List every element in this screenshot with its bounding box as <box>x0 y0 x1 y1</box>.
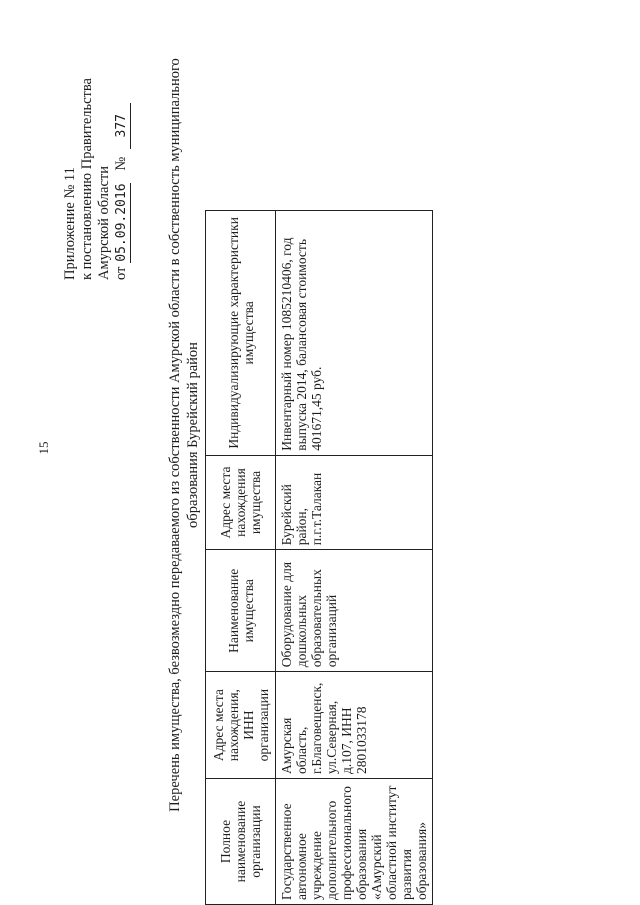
header-org-name: Полное наименование организации <box>206 779 276 905</box>
header-property-address: Адрес места нахождения имущества <box>206 455 276 550</box>
property-table <box>205 210 433 905</box>
title-line-1: Перечень имущества, безвозмездно передаваемого из собственности Амурской области в собственность муниципального <box>167 58 183 812</box>
appendix-line-2: к постановлению Правительства <box>79 78 95 280</box>
appendix-line-1: Приложение № 11 <box>62 167 78 280</box>
header-property-name: Наименование имущества <box>206 550 276 672</box>
decree-date: 05.09.2016 <box>114 183 129 262</box>
document-title <box>166 5 202 865</box>
page-number: 15 <box>36 441 51 455</box>
header-org-address: Адрес места нахождения, ИНН организации <box>206 672 276 779</box>
decree-number: 377 <box>113 103 131 149</box>
table-header-row <box>206 211 276 905</box>
table-row <box>276 211 433 905</box>
cell-org-address: Амурская область, г.Благовещенск, ул.Северная, д.107, ИНН 2801033178 <box>276 672 433 779</box>
number-sign: № <box>113 156 129 171</box>
date-prefix: от <box>113 266 129 280</box>
appendix-header <box>62 20 131 280</box>
appendix-line-3: Амурской области <box>96 166 112 280</box>
appendix-date-line <box>113 20 131 280</box>
cell-property-characteristics: Инвентарный номер 1085210406, год выпуска 2014, балансовая стоимость 401671,45 руб. <box>276 211 433 456</box>
title-line-2: образования Бурейский район <box>185 342 201 528</box>
cell-property-name: Оборудование для дошкольных образовательных организаций <box>276 550 433 672</box>
cell-property-address: Бурейский район, п.г.т.Талакан <box>276 455 433 550</box>
cell-org-name: Государственное автономное учреждение дополнительного профессионального образования «Амурский областной институт развития образования» <box>276 779 433 905</box>
header-property-characteristics: Индивидуализирующие характеристики имущества <box>206 211 276 456</box>
